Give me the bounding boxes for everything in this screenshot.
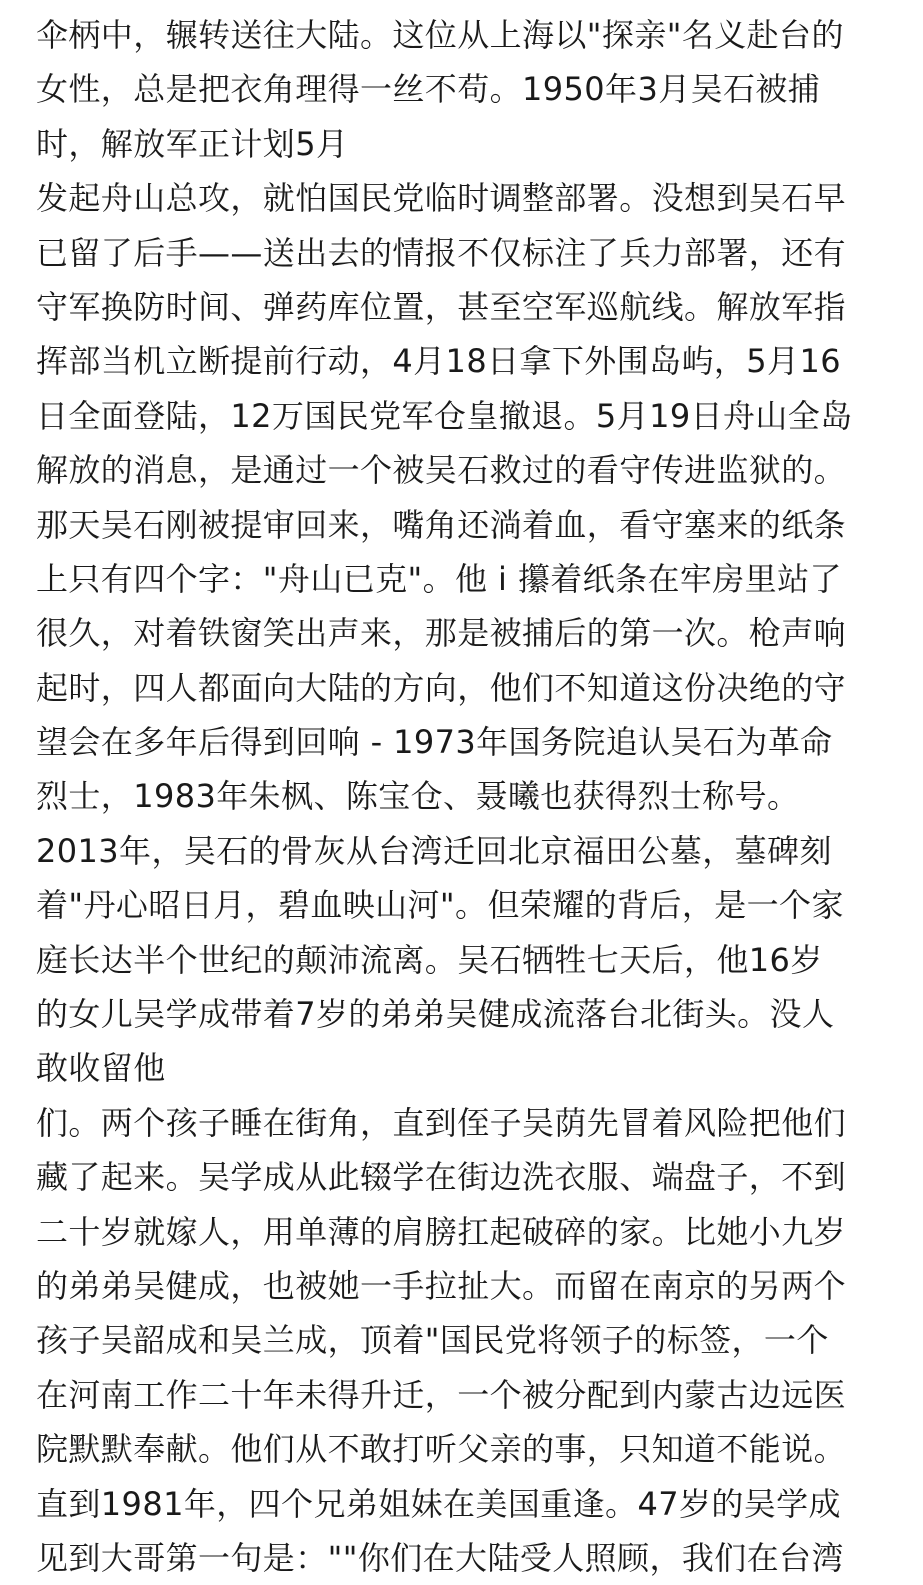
text-line: 伞柄中，辗转送往大陆。这位从上海以"探亲"名义赴台的 <box>36 16 844 54</box>
text-line: 已留了后手——送出去的情报不仅标注了兵力部署，还有 <box>36 233 847 272</box>
text-line: 庭长达半个世纪的颠沛流离。吴石牺牲七天后，他16岁 <box>36 940 823 979</box>
text-line: 孩子吴韶成和吴兰成，顶着"国民党将领子的标签，一个 <box>36 1321 829 1360</box>
text-line: 二十岁就嫁人，用单薄的肩膀扛起破碎的家。比她小九岁 <box>36 1212 847 1251</box>
text-line: 挥部当机立断提前行动，4月18日拿下外围岛屿，5月16 <box>36 342 841 381</box>
text-line: 直到1981年，四个兄弟姐妹在美国重逢。47岁的吴学成 <box>36 1484 841 1523</box>
text-line: 发起舟山总攻，就怕国民党临时调整部署。没想到吴石早 <box>36 179 847 218</box>
article-text <box>36 8 906 1585</box>
text-line: 日全面登陆，12万国民党军仓皇撤退。5月19日舟山全岛 <box>36 396 853 435</box>
text-line: 望会在多年后得到回响 - 1973年国务院追认吴石为革命 <box>36 723 833 762</box>
text-line: 2013年，吴石的骨灰从台湾迁回北京福田公墓，墓碑刻 <box>36 831 832 870</box>
text-line: 女性，总是把衣角理得一丝不苟。1950年3月吴石被捕 <box>36 70 821 109</box>
text-line: 上只有四个字："舟山已克"。他 i 攥着纸条在牢房里站了 <box>36 559 842 598</box>
text-line: 见到大哥第一句是：""你们在大陆受人照顾，我们在台湾 <box>36 1538 844 1577</box>
text-line: 藏了起来。吴学成从此辍学在街边洗衣服、端盘子，不到 <box>36 1158 847 1197</box>
text-line: 着"丹心昭日月，碧血映山河"。但荣耀的背后，是一个家 <box>36 886 844 925</box>
text-line: 很久，对着铁窗笑出声来，那是被捕后的第一次。枪声响 <box>36 614 847 653</box>
text-line: 时，解放军正计划5月 <box>36 124 349 163</box>
text-line: 解放的消息，是通过一个被吴石救过的看守传进监狱的。 <box>36 451 847 490</box>
text-line: 们。两个孩子睡在街角，直到侄子吴荫先冒着风险把他们 <box>36 1103 847 1142</box>
text-line: 在河南工作二十年未得升迁，一个被分配到内蒙古边远医 <box>36 1375 847 1414</box>
text-line: 的弟弟吴健成，也被她一手拉扯大。而留在南京的另两个 <box>36 1266 847 1305</box>
text-line: 烈士，1983年朱枫、陈宝仓、聂曦也获得烈士称号。 <box>36 777 800 816</box>
text-line: 那天吴石刚被提审回来，嘴角还淌着血，看守塞来的纸条 <box>36 505 847 544</box>
text-line: 院默默奉献。他们从不敢打听父亲的事，只知道不能说。 <box>36 1430 847 1469</box>
text-line: 敢收留他 <box>36 1049 166 1088</box>
text-line: 起时，四人都面向大陆的方向，他们不知道这份决绝的守 <box>36 668 847 707</box>
text-line: 守军换防时间、弹药库位置，甚至空军巡航线。解放军指 <box>36 287 847 326</box>
text-line: 的女儿吴学成带着7岁的弟弟吴健成流落台北街头。没人 <box>36 995 835 1034</box>
